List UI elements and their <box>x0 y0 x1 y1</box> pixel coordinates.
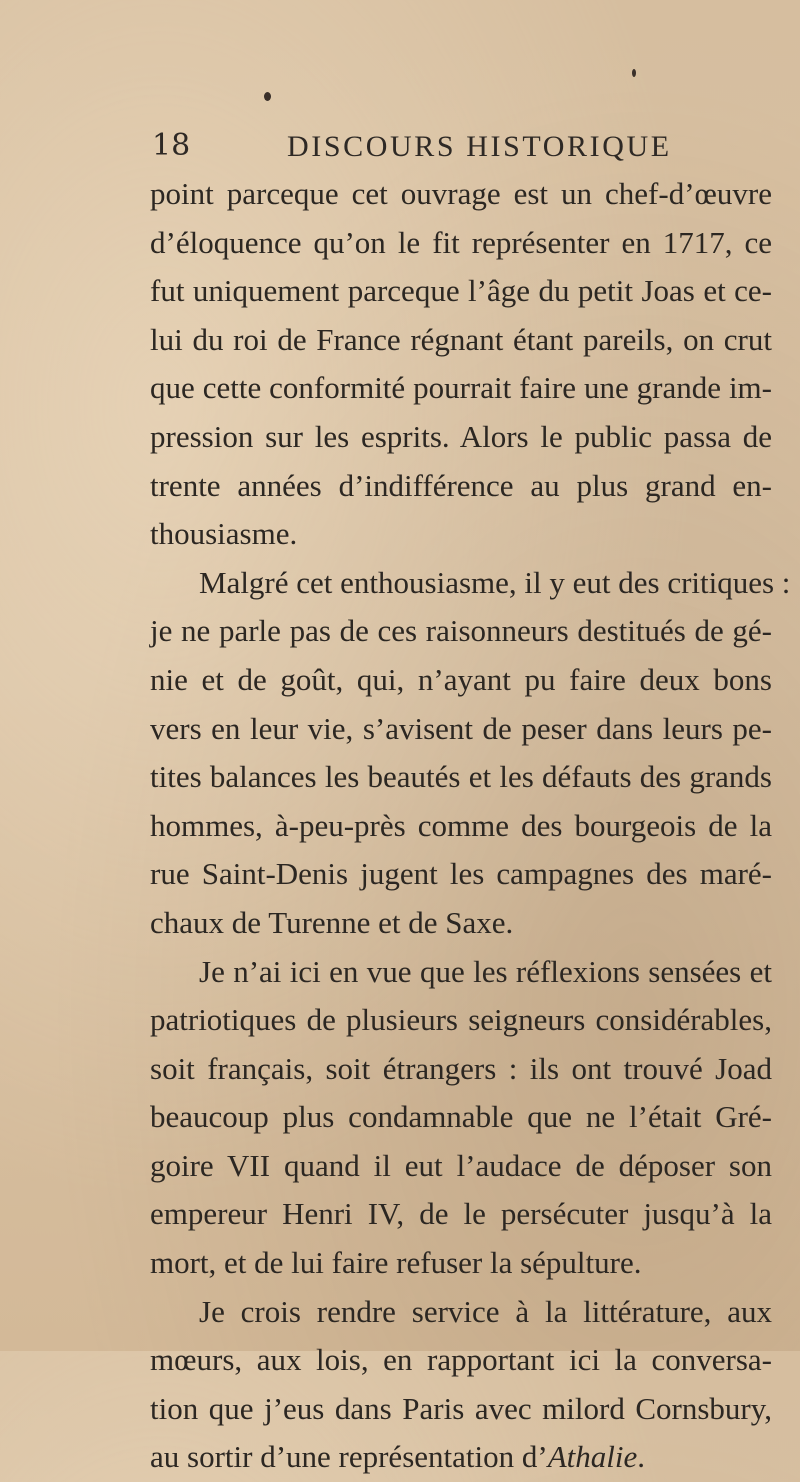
text-line: Je n’ai ici en vue que les réflexions sensées et <box>199 953 772 989</box>
text-line: Malgré cet enthousiasme, il y eut des critiques : <box>199 564 791 600</box>
text-line: point parceque cet ouvrage est un chef-d’œuvre <box>150 176 772 211</box>
text-line: thousiasme. <box>150 516 298 552</box>
ink-speck <box>264 92 271 101</box>
text-line: chaux de Turenne et de Saxe. <box>150 904 514 940</box>
text-line: vers en leur vie, s’avisent de peser dans leurs pe- <box>150 710 772 746</box>
text-line: soit français, soit étrangers : ils ont trouvé Joad <box>150 1050 772 1086</box>
text-line: goire VII quand il eut l’audace de déposer son <box>150 1147 772 1183</box>
text-line: trente années d’indifférence au plus grand en- <box>150 467 772 503</box>
text-line: lui du roi de France régnant étant pareils, on crut <box>150 321 772 357</box>
text-line: fut uniquement parceque l’âge du petit Joas et ce- <box>150 273 772 309</box>
text-line-start: au sortir d’une représentation d’ <box>150 1439 548 1475</box>
text-line: mort, et de lui faire refuser la sépulture. <box>150 1245 642 1281</box>
text-line <box>150 1433 772 1482</box>
text-line: hommes, à-peu-près comme des bourgeois de la <box>150 807 772 843</box>
text-line: patriotiques de plusieurs seigneurs considérables, <box>150 1002 772 1038</box>
text-line: tion que j’eus dans Paris avec milord Cornsbury, <box>150 1390 772 1426</box>
ink-speck <box>632 69 636 77</box>
text-line: rue Saint-Denis jugent les campagnes des maré- <box>150 856 772 892</box>
text-line: Je crois rendre service à la littérature, aux <box>199 1293 772 1329</box>
running-title: DISCOURS HISTORIQUE <box>287 130 672 163</box>
text-line: que cette conformité pourrait faire une grande im- <box>150 370 772 406</box>
page-header <box>152 124 772 168</box>
text-line: tites balances les beautés et les défauts des grands <box>150 759 772 795</box>
text-line: d’éloquence qu’on le fit représenter en 1717, ce <box>150 224 772 260</box>
text-line: mœurs, aux lois, en rapportant ici la conversa- <box>150 1342 772 1378</box>
page-number: 18 <box>152 128 191 163</box>
text-line: pression sur les esprits. Alors le public passa de <box>150 418 772 454</box>
text-line: nie et de goût, qui, n’ayant pu faire deux bons <box>150 661 772 697</box>
text-line: je ne parle pas de ces raisonneurs destitués de gé- <box>150 613 772 649</box>
body-text <box>150 170 791 1482</box>
text-line: empereur Henri IV, de le persécuter jusqu’à la <box>150 1196 772 1232</box>
italic-title: Athalie <box>547 1439 638 1475</box>
text-line: beaucoup plus condamnable que ne l’était Gré- <box>150 1099 772 1135</box>
text-line-end: . <box>637 1439 645 1475</box>
